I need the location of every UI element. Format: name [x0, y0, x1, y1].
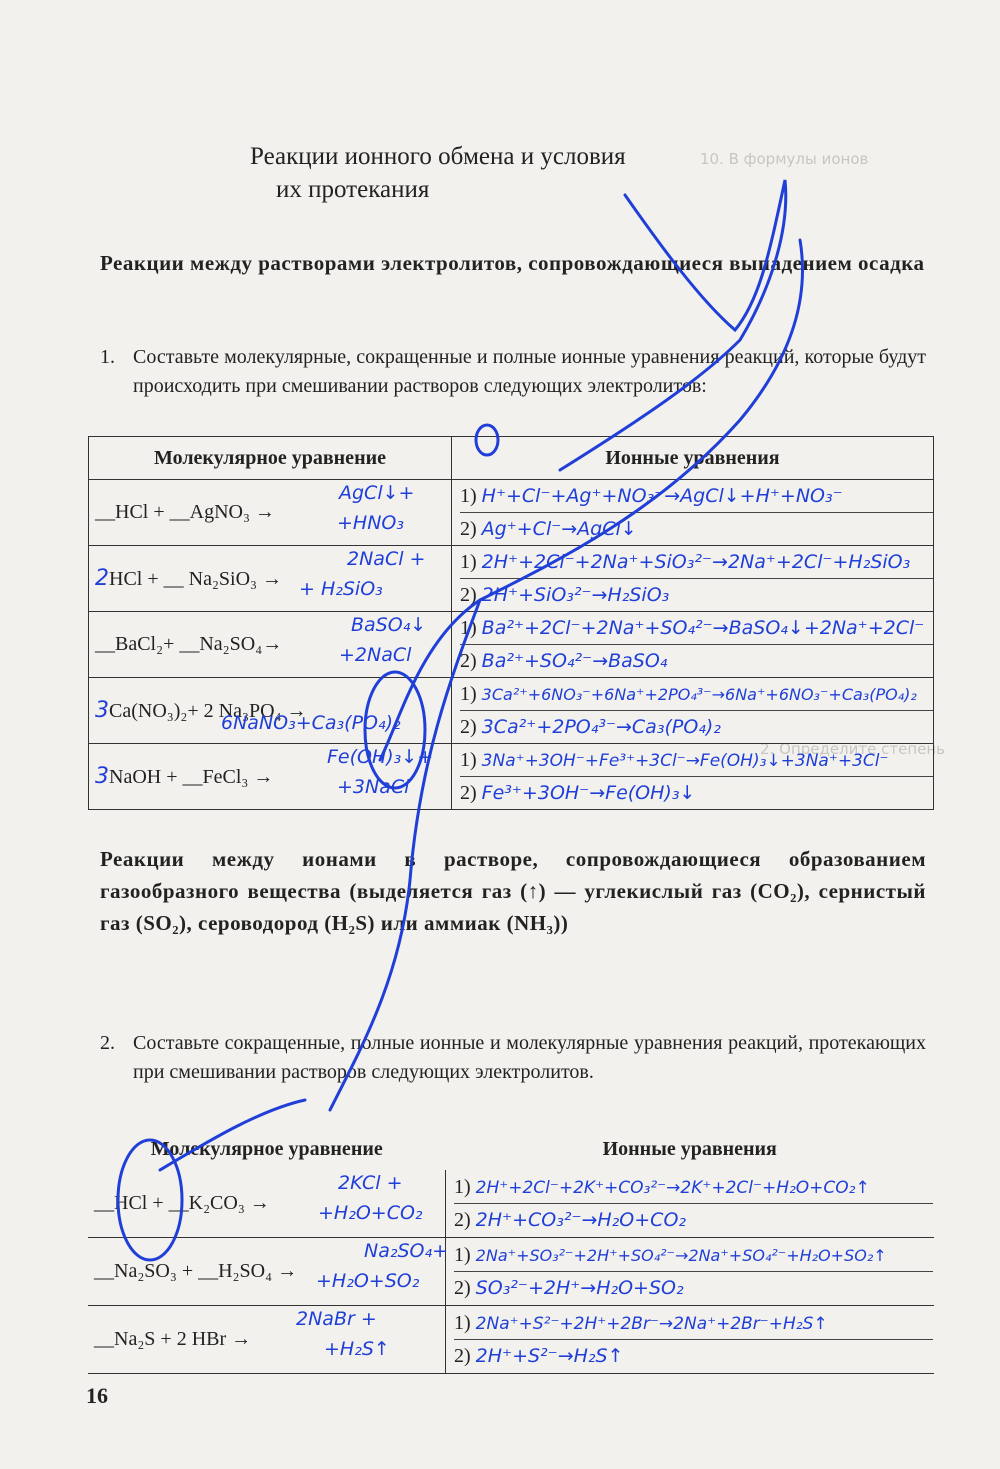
handwritten-coefficient: 3 [95, 764, 109, 789]
ionic-cell [452, 480, 934, 546]
ion-line [460, 645, 933, 677]
task2-number: 2. [100, 1032, 115, 1054]
handwritten-short-ionic: Ba²⁺+SO₄²⁻→BaSO₄ [481, 650, 668, 672]
handwritten-product: +HNO₃ [337, 512, 404, 534]
line-label: 1) [460, 683, 477, 705]
handwritten-product: Fe(OH)₃↓+ [327, 746, 434, 768]
reactants: __HCl + __AgNO₃ → [95, 501, 275, 523]
ion-line [460, 546, 933, 579]
molecular-cell [89, 744, 452, 810]
handwritten-full-ionic: 2Na⁺+S²⁻+2H⁺+2Br⁻→2Na⁺+2Br⁻+H₂S↑ [475, 1314, 828, 1334]
section1-heading: Реакции между растворами электролитов, сопровождающиеся выпадением осадка [100, 251, 925, 275]
task1 [100, 343, 926, 401]
handwritten-product: +H₂O+CO₂ [318, 1202, 423, 1224]
ion-line [460, 513, 933, 545]
molecular-cell [89, 546, 452, 612]
handwritten-product: BaSO₄↓ [351, 614, 427, 636]
ionic-cell [452, 744, 934, 810]
reactants: __Na₂SO₃ + __H₂SO₄ → [94, 1260, 298, 1282]
ion-line [454, 1239, 933, 1272]
handwritten-full-ionic: 2H⁺+2Cl⁻+2K⁺+CO₃²⁻→2K⁺+2Cl⁻+H₂O+CO₂↑ [475, 1178, 870, 1198]
line-label: 1) [454, 1244, 471, 1266]
ion-line [460, 711, 933, 743]
title-line-2: их протекания [276, 176, 430, 203]
ion-line [454, 1340, 933, 1372]
table-row [89, 612, 934, 678]
ionic-cell [452, 678, 934, 744]
bleed-through-text: 2. Определите степень [760, 740, 946, 758]
handwritten-full-ionic: Ba²⁺+2Cl⁻+2Na⁺+SO₄²⁻→BaSO₄↓+2Na⁺+2Cl⁻ [481, 617, 925, 639]
handwritten-full-ionic: 3Na⁺+3OH⁻+Fe³⁺+3Cl⁻→Fe(OH)₃↓+3Na⁺+3Cl⁻ [481, 751, 889, 771]
handwritten-full-ionic: H⁺+Cl⁻+Ag⁺+NO₃⁻→AgCl↓+H⁺+NO₃⁻ [481, 485, 843, 507]
molecular-cell [88, 1238, 449, 1306]
task2-text: Составьте сокращенные, полные ионные и молекулярные уравнения реакций, протекающих при смешивании растворов следующих электролитов. [133, 1032, 926, 1083]
line-label: 2) [454, 1277, 471, 1299]
ionic-cell [446, 1306, 935, 1374]
handwritten-product: +H₂O+SO₂ [316, 1270, 420, 1292]
table-row [89, 678, 934, 744]
reactants: __BaCl₂+ __Na₂SO₄→ [95, 633, 283, 655]
ion-line [460, 678, 933, 711]
handwritten-product: 6NaNO₃+Ca₃(PO₄)₂ [221, 712, 401, 734]
ion-line [454, 1272, 933, 1304]
ion-line [454, 1204, 933, 1236]
handwritten-short-ionic: 3Ca²⁺+2PO₄³⁻→Ca₃(PO₄)₂ [481, 716, 721, 738]
table-row [89, 744, 934, 810]
ion-line [460, 612, 933, 645]
line-label: 2) [454, 1209, 471, 1231]
molecular-cell [88, 1170, 446, 1238]
handwritten-short-ionic: Fe³⁺+3OH⁻→Fe(OH)₃↓ [481, 782, 696, 804]
reactants: NaOH + __FeCl₃ → [109, 766, 274, 788]
column-header-molecular: Молекулярное уравнение [150, 1137, 383, 1160]
molecular-cell [89, 678, 452, 744]
title-line-1: Реакции ионного обмена и условия [250, 143, 626, 170]
page-title [250, 140, 720, 206]
line-label: 2) [460, 518, 477, 540]
gas-table [88, 1128, 934, 1374]
line-label: 1) [460, 749, 477, 771]
handwritten-full-ionic: 2H⁺+2Cl⁻+2Na⁺+SiO₃²⁻→2Na⁺+2Cl⁻+H₂SiO₃ [481, 551, 911, 573]
table-row [88, 1238, 934, 1306]
line-label: 1) [454, 1176, 471, 1198]
handwritten-product: +H₂S↑ [324, 1338, 390, 1360]
table-row [89, 546, 934, 612]
ionic-cell [452, 546, 934, 612]
ionic-cell [446, 1170, 935, 1238]
handwritten-short-ionic: 2H⁺+S²⁻→H₂S↑ [475, 1345, 624, 1367]
handwritten-full-ionic: 3Ca²⁺+6NO₃⁻+6Na⁺+2PO₄³⁻→6Na⁺+6NO₃⁻+Ca₃(PO₄)₂ [481, 685, 917, 704]
precipitation-table [88, 436, 934, 810]
handwritten-product: Na₂SO₄+ [364, 1240, 449, 1262]
column-header-ionic: Ионные уравнения [602, 1137, 777, 1160]
line-label: 1) [454, 1312, 471, 1334]
handwritten-product: 2NaCl + [347, 548, 426, 570]
line-label: 1) [460, 617, 477, 639]
page-number: 16 [86, 1383, 108, 1408]
task1-number: 1. [100, 346, 115, 368]
line-label: 2) [460, 782, 477, 804]
line-label: 2) [460, 650, 477, 672]
molecular-cell [88, 1306, 446, 1374]
column-header-molecular: Молекулярное уравнение [89, 437, 452, 480]
table-row [88, 1170, 934, 1238]
ion-line [454, 1307, 933, 1340]
handwritten-short-ionic: 2H⁺+SiO₃²⁻→H₂SiO₃ [481, 584, 670, 606]
reactants: Ca(NO₃)₂+ 2 Na₃PO₄ → [109, 700, 307, 722]
task2 [100, 1029, 926, 1087]
ion-line [460, 777, 933, 809]
ion-line [460, 744, 933, 777]
handwritten-full-ionic: 2Na⁺+SO₃²⁻+2H⁺+SO₄²⁻→2Na⁺+SO₄²⁻+H₂O+SO₂↑ [475, 1246, 887, 1265]
molecular-cell [89, 612, 452, 678]
line-label: 2) [460, 584, 477, 606]
handwritten-product: AgCl↓+ [339, 482, 415, 504]
molecular-cell [89, 480, 452, 546]
ionic-cell [452, 612, 934, 678]
handwritten-product: +2NaCl [339, 644, 412, 666]
handwritten-product: 2NaBr + [296, 1308, 377, 1330]
handwritten-product: +3NaCl [337, 776, 410, 798]
section2-heading: Реакции между ионами в растворе, сопровождающиеся образованием газообразного вещества (выделяется газ (↑) — углекислый газ (CO₂), сернистый газ (SO₂), сероводород (H₂S) или аммиак (NH₃)) [100, 847, 926, 935]
handwritten-coefficient: 2 [95, 566, 109, 591]
handwritten-product: + H₂SiO₃ [299, 578, 383, 600]
ion-line [460, 579, 933, 611]
line-label: 2) [460, 716, 477, 738]
handwritten-coefficient: 3 [95, 698, 109, 723]
handwritten-short-ionic: SO₃²⁻+2H⁺→H₂O+SO₂ [475, 1277, 684, 1299]
reactants: __Na₂S + 2 HBr → [94, 1328, 252, 1350]
ion-line [454, 1171, 933, 1204]
handwritten-short-ionic: 2H⁺+CO₃²⁻→H₂O+CO₂ [475, 1209, 687, 1231]
line-label: 1) [460, 485, 477, 507]
line-label: 1) [460, 551, 477, 573]
reactants: __HCl + __K₂CO₃ → [94, 1192, 270, 1214]
ionic-cell [446, 1238, 935, 1306]
pen-stroke [560, 180, 786, 470]
reactants: HCl + __ Na₂SiO₃ → [109, 568, 283, 590]
bleed-through-text: 10. В формулы ионов [700, 150, 869, 168]
task1-text: Составьте молекулярные, сокращенные и полные ионные уравнения реакций, которые будут происходить при смешивании растворов следующих электролитов: [133, 346, 926, 397]
table-row [88, 1306, 934, 1374]
column-header-ionic: Ионные уравнения [452, 437, 934, 480]
line-label: 2) [454, 1345, 471, 1367]
handwritten-short-ionic: Ag⁺+Cl⁻→AgCl↓ [481, 518, 637, 540]
handwritten-product: 2KCl + [338, 1172, 403, 1194]
table-row [89, 480, 934, 546]
ion-line [460, 480, 933, 513]
